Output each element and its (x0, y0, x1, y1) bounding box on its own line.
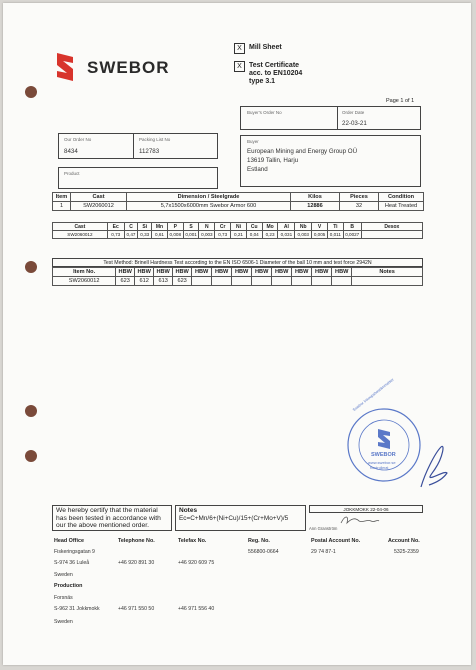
table-header: HBW (232, 268, 252, 277)
reg-value: 556800-0664 (248, 549, 279, 555)
inspector-signature (415, 443, 449, 489)
buyer-line: Estland (247, 166, 268, 173)
table-header: Cu (246, 223, 262, 231)
items-header-row (53, 193, 424, 202)
table-cell: 0,0027 (345, 232, 360, 237)
address-line: Sweden (54, 619, 73, 625)
buyer-box (240, 135, 421, 187)
checkbox-mark: X (234, 43, 245, 54)
telephone-value: +46 971 550 50 (118, 606, 155, 612)
table-header: HBW (252, 268, 272, 277)
table-cell: 0,23 (262, 231, 278, 239)
table-cell (361, 231, 422, 239)
table-cell: 623 (116, 277, 135, 286)
certification-statement: We hereby certify that the material has been tested in accordance with our the above mentioned order. (52, 505, 172, 531)
table-header: Pieces (340, 193, 379, 202)
table-cell (232, 277, 252, 286)
table-cell: 0,003 (199, 231, 215, 239)
table-cell: 0,008 (167, 231, 183, 239)
table-header: HBW (332, 268, 352, 277)
table-cell: 12886 (291, 202, 340, 211)
table-header: HBW (312, 268, 332, 277)
telefax-value: +46 971 556 40 (178, 606, 215, 612)
table-cell: 32 (340, 202, 379, 211)
table-header: HBW (116, 268, 135, 277)
brand-name: SWEBOR (87, 58, 170, 77)
table-cell (312, 277, 332, 286)
postal-account-value: 29 74 87-1 (311, 549, 336, 555)
packing-list-value: 112783 (139, 148, 160, 155)
table-cell: Heat Treated (379, 202, 424, 211)
table-header: S (183, 223, 199, 231)
buyer-label: Buyer (247, 139, 259, 144)
chemistry-table (52, 222, 423, 239)
hardness-header-row (53, 268, 423, 277)
table-header: Ec (107, 223, 124, 231)
table-header: B (343, 223, 361, 231)
certificate-page (3, 3, 471, 665)
notes-box (175, 505, 306, 531)
our-order-box (58, 133, 218, 159)
table-header: Nb (295, 223, 312, 231)
table-header: Dimension / Steelgrade (127, 193, 291, 202)
account-value: 5325-2359 (394, 549, 419, 555)
punch-hole (25, 405, 37, 417)
table-header: V (312, 223, 328, 231)
table-header: HBW (292, 268, 312, 277)
order-date-value: 22-03-21 (342, 120, 367, 127)
address-line: Sweden (54, 572, 73, 578)
address-line: S-962 31 Jokkmokk (54, 606, 100, 612)
table-header: P (167, 223, 183, 231)
table-header: Item (53, 193, 71, 202)
footer (52, 538, 423, 628)
reg-label: Reg. No. (248, 538, 270, 544)
table-cell (332, 277, 352, 286)
table-header: Notes (352, 268, 423, 277)
table-cell: 0,21 (231, 231, 247, 239)
stamp-seal-icon (346, 407, 422, 483)
table-cell: 0,73 (215, 231, 231, 239)
table-header: Cast (71, 193, 127, 202)
table-header: Item No. (53, 268, 116, 277)
checkbox-label: Test Certificate acc. to EN10204 type 3.1 (249, 62, 303, 85)
stamp-line: www.swebor.se (368, 460, 396, 465)
table-cell (212, 277, 232, 286)
table-header: HBW (173, 268, 192, 277)
buyer-line: European Mining and Energy Group OÜ (247, 148, 358, 155)
telefax-value: +46 920 609 75 (178, 560, 215, 566)
order-info-box (240, 106, 421, 130)
chemistry-header-row (53, 223, 423, 231)
table-cell: 623 (173, 277, 192, 286)
test-method-banner: Test Method: Brinell Hardness Test according to the EN ISO 6506-1 Diameter of the ball 10 mm and test force 2942N (52, 258, 423, 267)
table-header: Kilos (291, 193, 340, 202)
punch-hole (25, 86, 37, 98)
table-cell: 0,001 (183, 231, 199, 239)
telefax-label: Telefax No. (178, 538, 207, 544)
stamp-name: SWEBOR (371, 452, 396, 458)
punch-hole (25, 261, 37, 273)
table-header: Si (138, 223, 152, 231)
table-cell: 0,04 (246, 231, 262, 239)
punch-hole (25, 450, 37, 462)
table-header: Mo (262, 223, 278, 231)
table-cell: SW2060012 (71, 202, 127, 211)
table-cell: 613 (154, 277, 173, 286)
table-cell: 0,005 (312, 231, 328, 239)
table-cell: 0,73 (107, 231, 124, 239)
swebor-logo (53, 51, 77, 88)
buyers-order-label: Buyer's Order No (247, 110, 282, 115)
account-label: Account No. (388, 538, 420, 544)
hardness-table (52, 267, 423, 286)
swebor-logo-icon (53, 51, 77, 83)
signature (339, 513, 381, 527)
product-label: Product (64, 171, 80, 176)
table-cell (252, 277, 272, 286)
checkbox-mark: X (234, 61, 245, 72)
table-header: HBW (192, 268, 212, 277)
table-header: HBW (272, 268, 292, 277)
items-table (52, 192, 424, 211)
table-header: Mn (152, 223, 168, 231)
page-number: Page 1 of 1 (386, 98, 415, 104)
table-cell: 0,61 (152, 231, 168, 239)
table-header: Condition (379, 193, 424, 202)
table-header: Cr (215, 223, 231, 231)
table-cell: SW2060012 (53, 231, 108, 239)
table-cell: 0,47 (124, 231, 138, 239)
table-header: Cast (53, 223, 108, 231)
postal-account-label: Postal Account No. (311, 538, 361, 544)
table-cell (272, 277, 292, 286)
table-cell: 0,003 (295, 231, 312, 239)
address-line: Fiskeringsgatan 9 (54, 549, 95, 555)
checkbox-label: Mill Sheet (249, 44, 282, 51)
table-header: Ti (327, 223, 343, 231)
production-label: Production (54, 583, 83, 589)
product-box (58, 167, 218, 189)
notes-label: Notes (179, 507, 198, 514)
telephone-label: Telephone No. (118, 538, 155, 544)
table-header: HBW (212, 268, 232, 277)
stamp-arc-text: Swebor Inkoopsbestämmelser (352, 377, 395, 413)
head-office-label: Head Office (54, 538, 84, 544)
table-row (53, 277, 423, 286)
table-header: HBW (154, 268, 173, 277)
our-order-value: 8434 (64, 148, 78, 155)
stamp-line: Kontrollerat (370, 466, 389, 470)
table-cell: 1 (53, 202, 71, 211)
table-row (53, 231, 423, 239)
sign-place-date: JOKKMOKK 22-04-06 (309, 505, 423, 513)
table-header: C (124, 223, 138, 231)
table-row (53, 202, 424, 211)
our-order-label: Our Order No (64, 137, 92, 142)
table-cell: 0,33 (138, 231, 152, 239)
telephone-value: +46 920 891 30 (118, 560, 155, 566)
inspection-stamp (346, 377, 422, 483)
table-cell (352, 277, 423, 286)
table-cell: 612 (135, 277, 154, 286)
notes-text: Ec=C+Mn/6+(Ni+Cu)/15+(Cr+Mo+V)/5 (179, 515, 289, 522)
buyer-line: 13619 Tallin, Harju (247, 157, 299, 164)
table-header: Al (278, 223, 295, 231)
table-cell: 5,7x1500x6000mm Swebor Armor 600 (127, 202, 291, 211)
packing-list-label: Packing List No (139, 137, 171, 142)
table-cell: 0,011 (327, 231, 343, 239)
table-cell (292, 277, 312, 286)
table-cell (192, 277, 212, 286)
table-header: Desox (361, 223, 422, 231)
table-header: HBW (135, 268, 154, 277)
table-header: Ni (231, 223, 247, 231)
address-line: Forsnäs (54, 595, 73, 601)
table-cell: 0,031 (278, 231, 295, 239)
table-cell: SW2060012 (53, 277, 116, 286)
signatory-name: Ann Granström (309, 526, 338, 531)
address-line: S-974 36 Luleå (54, 560, 90, 566)
table-header: N (199, 223, 215, 231)
order-date-label: Order Date (342, 110, 365, 115)
